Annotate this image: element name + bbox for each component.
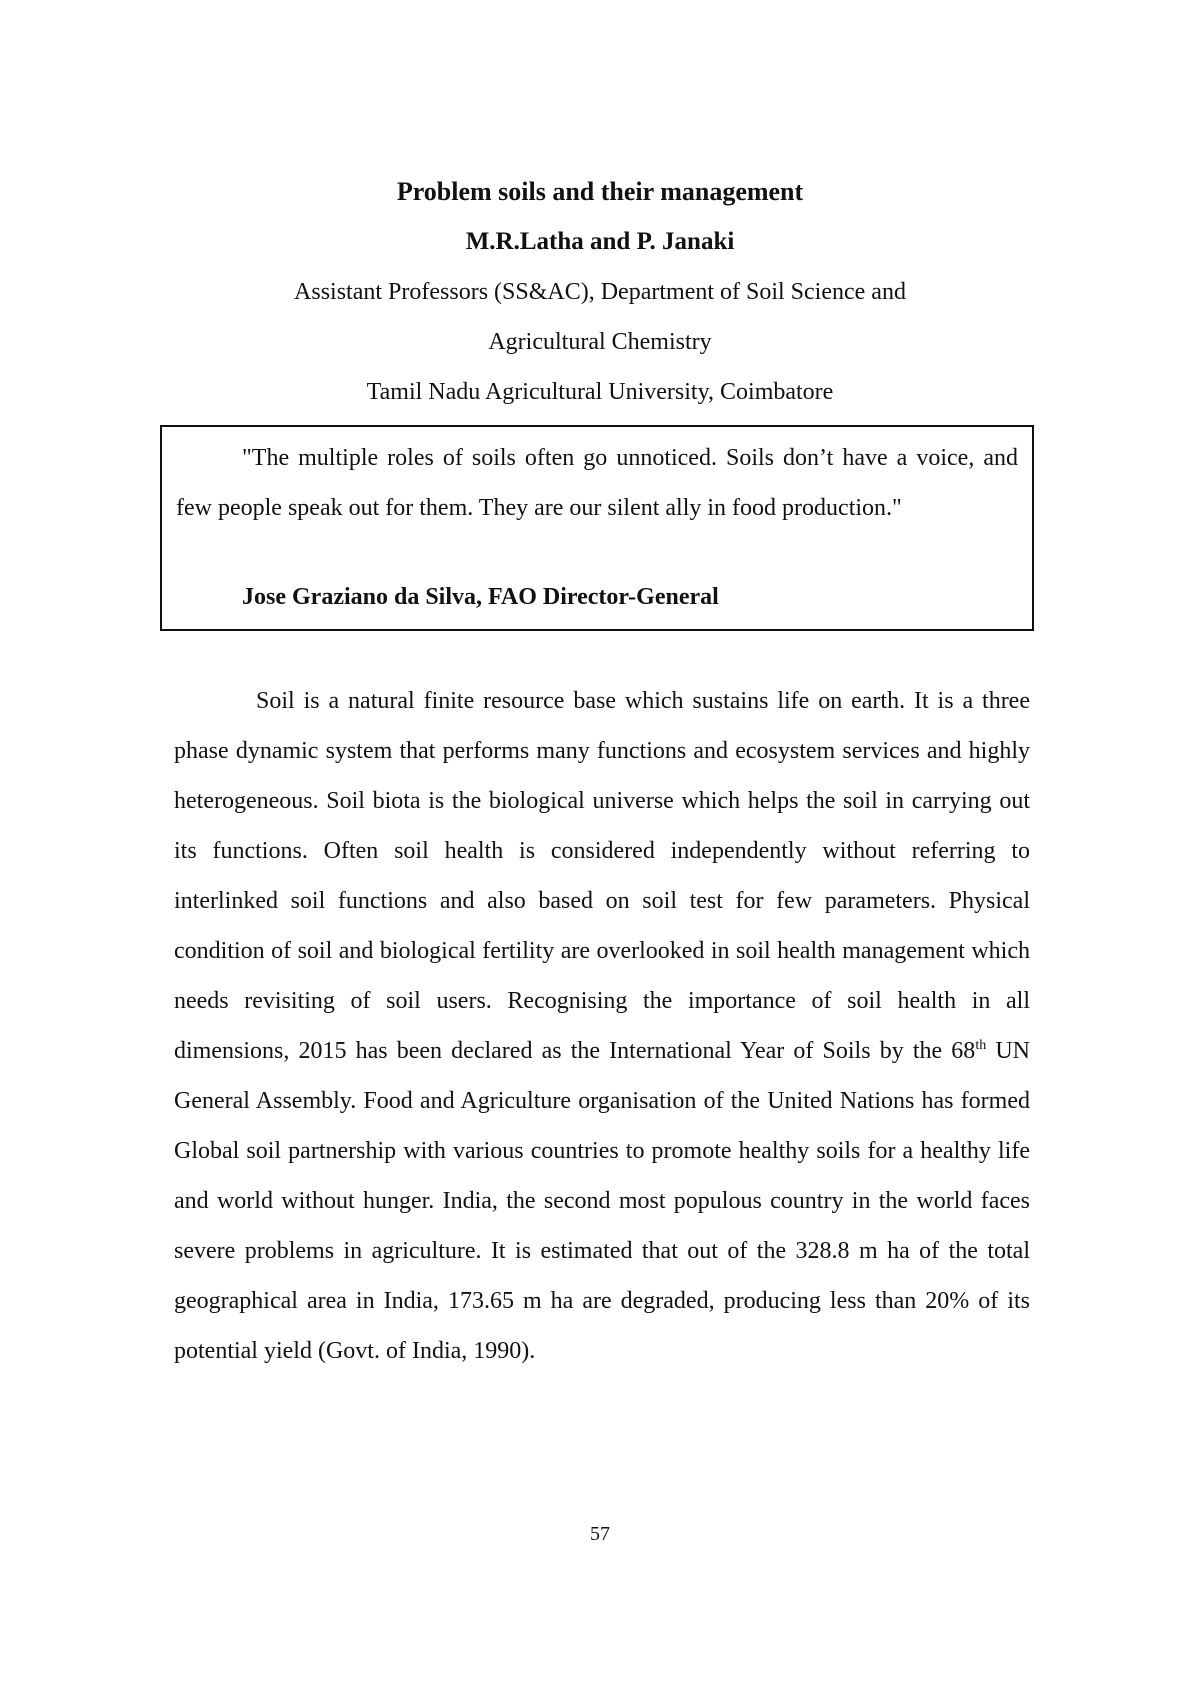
affiliation-line-2: Agricultural Chemistry xyxy=(488,329,712,355)
body-text-part-2: UN General Assembly. Food and Agriculture organisation of the United Nations has formed Global soil partnership with various countries to promote healthy soils for a healthy life and world without hunger. India, the second most populous country in the world faces severe problems in agriculture. It is estimated that out of the 328.8 m ha of the total geographical area in India, 173.65 m ha are degraded, producing less than 20% of its potential yield (Govt. of India, 1990). xyxy=(174,1038,1031,1364)
body-text-part-1: Soil is a natural finite resource base which sustains life on earth. It is a three phase dynamic system that performs many functions and ecosystem services and highly heterogeneous. Soil biota is the biological universe which helps the soil in carrying out its functions. Often soil health is considered independently without referring to interlinked soil functions and also based on soil test for few parameters. Physical condition of soil and biological fertility are overlooked in soil health management which needs revisiting of soil users. Recognising the importance of soil health in all dimensions, 2015 has been declared as the International Year of Soils by the 68 xyxy=(174,688,1030,1064)
affiliation-line-3: Tamil Nadu Agricultural University, Coimbatore xyxy=(366,379,834,405)
affiliation-line-1: Assistant Professors (SS&AC), Department of Soil Science and xyxy=(294,279,906,305)
quote-text: "The multiple roles of soils often go unnoticed. Soils don’t have a voice, and few people speak out for them. They are our silent ally in food production." xyxy=(176,445,1018,521)
quote-attribution: Jose Graziano da Silva, FAO Director-General xyxy=(242,584,719,610)
page-number: 57 xyxy=(590,1523,610,1545)
quote-box xyxy=(160,425,1034,631)
document-title: Problem soils and their management xyxy=(396,177,804,206)
ordinal-superscript: th xyxy=(975,1038,987,1053)
body-paragraph xyxy=(174,676,1030,1376)
author-names: M.R.Latha and P. Janaki xyxy=(465,228,735,255)
